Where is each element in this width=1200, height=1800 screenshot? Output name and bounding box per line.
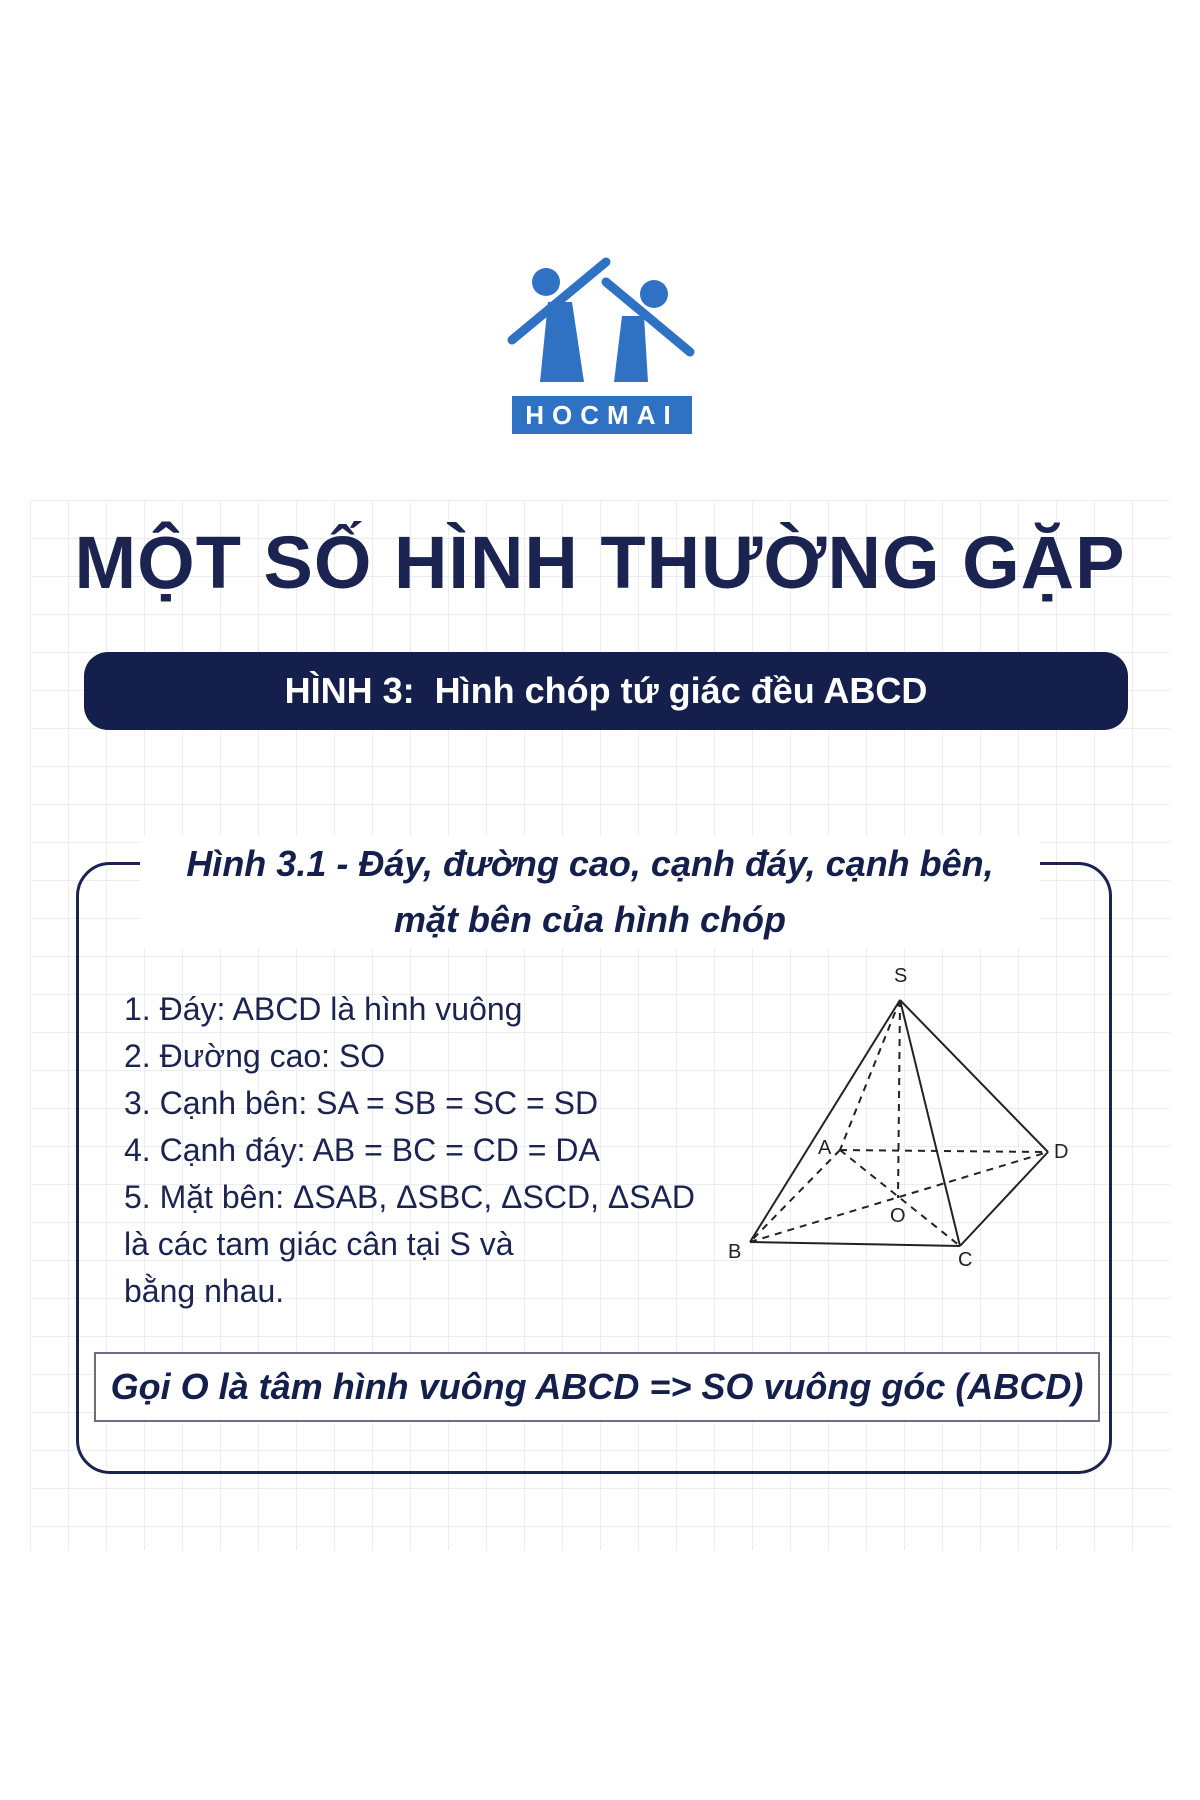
fact-item: là các tam giác cân tại S và — [124, 1226, 514, 1262]
height-so — [898, 1000, 900, 1198]
subsection-title — [140, 836, 1040, 948]
vertex-label-a: A — [818, 1137, 832, 1159]
edge-ad — [840, 1150, 1048, 1152]
edge-sd — [900, 1000, 1048, 1152]
subsection-title-line2: mặt bên của hình chóp — [393, 899, 787, 940]
vertex-label-b: B — [728, 1241, 742, 1263]
banner-label: HÌNH 3: — [284, 670, 415, 711]
edge-sb — [750, 1000, 900, 1242]
subsection-title-line1: Hình 3.1 - Đáy, đường cao, cạnh đáy, cạnh bên, — [186, 843, 994, 884]
edge-sc — [900, 1000, 960, 1246]
fact-item: 3. Cạnh bên: SA = SB = SC = SD — [124, 1085, 599, 1121]
page-title: MỘT SỐ HÌNH THƯỜNG GẶP — [74, 521, 1126, 604]
section-banner — [84, 652, 1128, 730]
vertex-label-d: D — [1054, 1141, 1069, 1163]
banner-text: Hình chóp tứ giác đều ABCD — [434, 670, 928, 711]
facts-list — [124, 986, 724, 1315]
conclusion-text: Gọi O là tâm hình vuông ABCD => SO vuông góc (ABCD) — [110, 1366, 1084, 1407]
edge-bc — [750, 1242, 960, 1246]
vertex-label-c: C — [958, 1249, 973, 1271]
fact-item: 2. Đường cao: SO — [124, 1038, 386, 1074]
edge-ab — [750, 1150, 840, 1242]
pyramid-diagram — [720, 960, 1100, 1280]
fact-item: 1. Đáy: ABCD là hình vuông — [124, 991, 523, 1027]
hocmai-logo — [0, 0, 1200, 480]
fact-item: 5. Mặt bên: ΔSAB, ΔSBC, ΔSCD, ΔSAD — [124, 1179, 696, 1215]
fact-item: 4. Cạnh đáy: AB = BC = CD = DA — [124, 1132, 600, 1168]
conclusion-box — [94, 1352, 1100, 1422]
vertex-label-o: O — [890, 1205, 906, 1227]
fact-item: bằng nhau. — [124, 1273, 285, 1309]
diagonal-ac — [840, 1150, 960, 1246]
edge-sa — [840, 1000, 900, 1150]
logo-wordmark: HOCMAI — [525, 400, 679, 430]
vertex-label-s: S — [894, 965, 908, 987]
